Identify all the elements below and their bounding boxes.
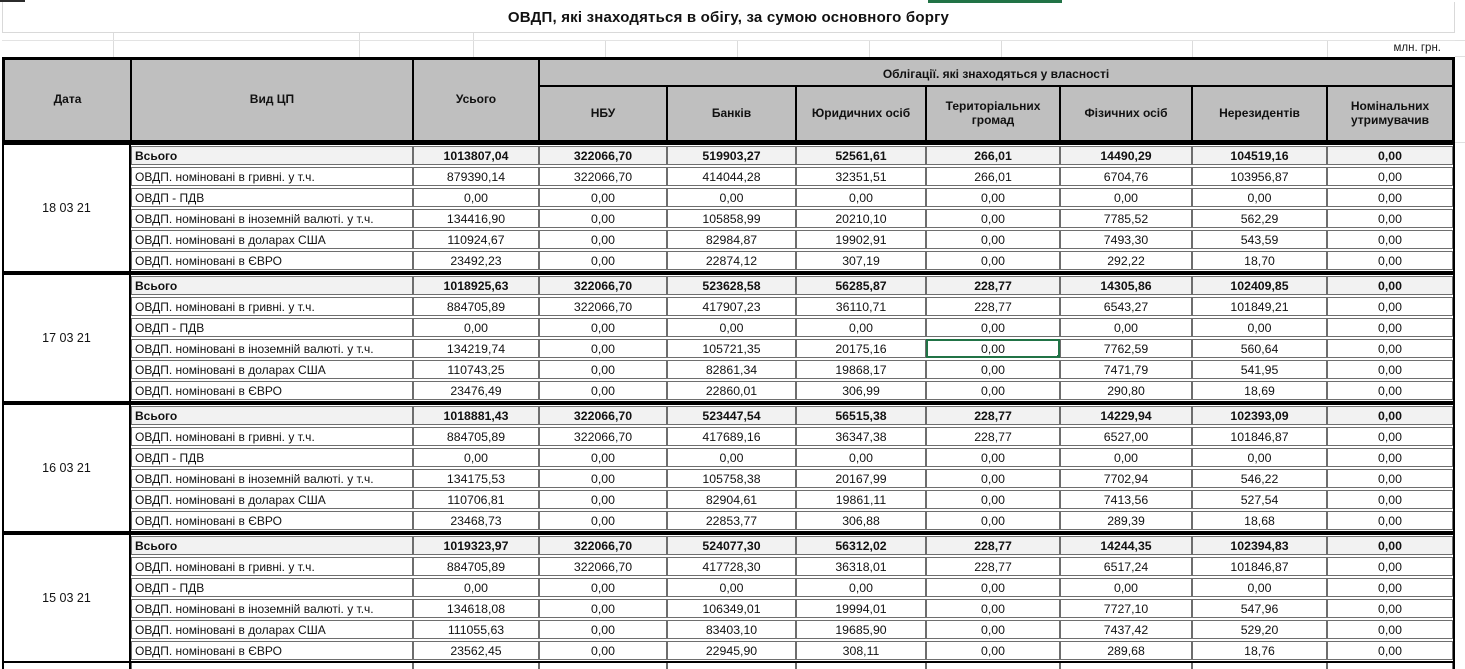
- value-cell[interactable]: 102409,85: [1192, 276, 1327, 295]
- table-header: [2, 57, 1455, 143]
- value-cell[interactable]: 0,00: [926, 251, 1060, 270]
- row-label-cell[interactable]: ОВДП. номіновані в гривні. у т.ч.: [131, 427, 413, 446]
- value-cell[interactable]: 82861,34: [667, 360, 796, 379]
- value-cell[interactable]: 306,99: [796, 381, 926, 400]
- value-cell[interactable]: 36318,01: [796, 557, 926, 576]
- value-cell[interactable]: 0,00: [926, 578, 1060, 597]
- value-cell[interactable]: 0,00: [1060, 578, 1192, 597]
- row-label-cell[interactable]: ОВДП. номіновані в гривні. у т.ч.: [131, 167, 413, 186]
- value-cell[interactable]: 6527,00: [1060, 427, 1192, 446]
- value-cell[interactable]: 228,77: [926, 557, 1060, 576]
- row-label-cell[interactable]: ОВДП - ПДВ: [131, 188, 413, 207]
- table-title-text: ОВДП, які знаходяться в обігу, за сумою основного боргу: [507, 8, 950, 26]
- table-row: [131, 209, 1453, 228]
- table-row: [131, 536, 1453, 555]
- value-cell[interactable]: 0,00: [539, 490, 667, 509]
- value-cell[interactable]: 0,00: [539, 230, 667, 249]
- value-cell[interactable]: 56515,38: [796, 406, 926, 425]
- gridline: [1192, 41, 1193, 57]
- table-row: [131, 339, 1453, 358]
- table-row: [131, 427, 1453, 446]
- gridline: [1455, 56, 1465, 57]
- value-cell[interactable]: 0,00: [1327, 641, 1453, 660]
- value-cell[interactable]: 523628,58: [667, 276, 796, 295]
- value-cell[interactable]: 56285,87: [796, 276, 926, 295]
- table-title[interactable]: [2, 2, 1455, 33]
- fill-handle[interactable]: [1056, 354, 1060, 358]
- gridline: [1455, 142, 1465, 143]
- value-cell[interactable]: 292,22: [1060, 251, 1192, 270]
- value-cell[interactable]: 322066,70: [539, 406, 667, 425]
- value-cell[interactable]: 19868,17: [796, 360, 926, 379]
- row-label-cell[interactable]: ОВДП. номіновані в іноземній валюті. у т.ч.: [131, 469, 413, 488]
- value-cell[interactable]: 102393,09: [1192, 406, 1327, 425]
- value-cell[interactable]: 0,00: [1192, 448, 1327, 467]
- value-cell[interactable]: 0,00: [1327, 381, 1453, 400]
- value-cell[interactable]: 289,39: [1060, 511, 1192, 530]
- value-cell[interactable]: 0,00: [539, 381, 667, 400]
- date-cell[interactable]: 15 03 21: [4, 535, 131, 661]
- row-label-cell[interactable]: ОВДП - ПДВ: [131, 448, 413, 467]
- value-cell[interactable]: 14305,86: [1060, 276, 1192, 295]
- header-security-type[interactable]: Вид ЦП: [131, 59, 413, 141]
- value-cell[interactable]: 102394,83: [1192, 536, 1327, 555]
- value-cell[interactable]: 22860,01: [667, 381, 796, 400]
- value-cell[interactable]: 0,00: [539, 469, 667, 488]
- value-cell[interactable]: 290,80: [1060, 381, 1192, 400]
- value-cell[interactable]: 0,00: [926, 360, 1060, 379]
- row-label-cell[interactable]: Всього: [131, 276, 413, 295]
- value-cell[interactable]: 0,00: [1327, 599, 1453, 618]
- value-cell[interactable]: 0,00: [926, 381, 1060, 400]
- value-cell[interactable]: 0,00: [1327, 406, 1453, 425]
- value-cell[interactable]: 228,77: [926, 276, 1060, 295]
- value-cell[interactable]: 228,77: [926, 427, 1060, 446]
- value-cell[interactable]: 0,00: [1327, 297, 1453, 316]
- value-cell[interactable]: 417728,30: [667, 557, 796, 576]
- value-cell[interactable]: 20175,16: [796, 339, 926, 358]
- date-section: [2, 273, 1455, 403]
- value-cell[interactable]: 560,64: [1192, 339, 1327, 358]
- value-cell[interactable]: 523447,54: [667, 406, 796, 425]
- value-cell[interactable]: 228,77: [926, 406, 1060, 425]
- value-cell[interactable]: 0,00: [539, 641, 667, 660]
- row-label-cell[interactable]: ОВДП. номіновані в доларах США: [131, 490, 413, 509]
- value-cell[interactable]: 0,00: [1327, 511, 1453, 530]
- value-cell[interactable]: 6517,24: [1060, 557, 1192, 576]
- value-cell[interactable]: 0,00: [667, 188, 796, 207]
- value-cell[interactable]: 0,00: [667, 578, 796, 597]
- value-cell[interactable]: 22874,12: [667, 251, 796, 270]
- header-total[interactable]: Усього: [413, 59, 539, 141]
- value-cell[interactable]: 20167,99: [796, 469, 926, 488]
- value-cell[interactable]: 134219,74: [413, 339, 539, 358]
- value-cell[interactable]: 0,00: [1060, 448, 1192, 467]
- header-owner-1[interactable]: НБУ: [539, 86, 667, 141]
- row-label-cell[interactable]: ОВДП. номіновані в гривні. у т.ч.: [131, 297, 413, 316]
- value-cell[interactable]: 0,00: [539, 318, 667, 337]
- value-cell[interactable]: 0,00: [413, 318, 539, 337]
- row-label-cell[interactable]: ОВДП. номіновані в ЄВРО: [131, 251, 413, 270]
- gridline: [473, 41, 474, 57]
- value-cell[interactable]: 6704,76: [1060, 167, 1192, 186]
- value-cell[interactable]: 0,00: [926, 209, 1060, 228]
- row-label-cell[interactable]: ОВДП. номіновані в ЄВРО: [131, 381, 413, 400]
- table-row: [131, 511, 1453, 530]
- value-cell[interactable]: 527,54: [1192, 490, 1327, 509]
- table-row: [131, 318, 1453, 337]
- value-cell[interactable]: 134416,90: [413, 209, 539, 228]
- value-cell[interactable]: 0,00: [926, 318, 1060, 337]
- value-cell[interactable]: 0,00: [1327, 188, 1453, 207]
- gridline: [473, 33, 474, 40]
- value-cell[interactable]: 7785,52: [1060, 209, 1192, 228]
- table-row: [131, 230, 1453, 249]
- header-owner-4[interactable]: Територіальних громад: [926, 86, 1060, 141]
- row-label-cell[interactable]: ОВДП. номіновані в гривні. у т.ч.: [131, 557, 413, 576]
- value-cell[interactable]: 884705,89: [413, 297, 539, 316]
- value-cell[interactable]: 52561,61: [796, 146, 926, 165]
- value-cell[interactable]: 546,22: [1192, 469, 1327, 488]
- value-cell[interactable]: 0,00: [1327, 339, 1453, 358]
- value-cell[interactable]: 0,00: [539, 209, 667, 228]
- value-cell[interactable]: 0,00: [539, 511, 667, 530]
- value-cell[interactable]: 0,00: [926, 448, 1060, 467]
- gridline: [359, 33, 360, 40]
- value-cell[interactable]: 322066,70: [539, 536, 667, 555]
- value-cell[interactable]: 23562,45: [413, 641, 539, 660]
- table-row: [131, 641, 1453, 660]
- value-cell[interactable]: 884705,89: [413, 427, 539, 446]
- value-cell[interactable]: 0,00: [1327, 469, 1453, 488]
- value-cell[interactable]: 111055,63: [413, 620, 539, 639]
- value-cell[interactable]: 0,00: [1327, 490, 1453, 509]
- header-owner-3[interactable]: Юридичних осіб: [796, 86, 926, 141]
- value-cell[interactable]: 266,01: [926, 167, 1060, 186]
- value-cell[interactable]: 0,00: [1327, 209, 1453, 228]
- value-cell[interactable]: 14244,35: [1060, 536, 1192, 555]
- row-label-cell[interactable]: ОВДП. номіновані в іноземній валюті. у т.ч.: [131, 599, 413, 618]
- table-row: [131, 490, 1453, 509]
- value-cell[interactable]: 19994,01: [796, 599, 926, 618]
- value-cell[interactable]: 22853,77: [667, 511, 796, 530]
- value-cell[interactable]: 0,00: [1327, 230, 1453, 249]
- date-cell[interactable]: 18 03 21: [4, 145, 131, 271]
- value-cell[interactable]: 0,00: [926, 230, 1060, 249]
- value-cell[interactable]: 0,00: [796, 578, 926, 597]
- value-cell[interactable]: 23476,49: [413, 381, 539, 400]
- table-row: [131, 188, 1453, 207]
- row-label-cell[interactable]: ОВДП. номіновані в ЄВРО: [131, 511, 413, 530]
- row-label-cell[interactable]: ОВДП. номіновані в доларах США: [131, 620, 413, 639]
- header-owner-7[interactable]: Номінальних утримувачив: [1327, 86, 1453, 141]
- gridline: [869, 41, 870, 57]
- value-cell[interactable]: 0,00: [1327, 578, 1453, 597]
- value-cell[interactable]: 14490,29: [1060, 146, 1192, 165]
- table-row: [131, 360, 1453, 379]
- value-cell[interactable]: 104519,16: [1192, 146, 1327, 165]
- value-cell[interactable]: 0,00: [667, 318, 796, 337]
- section-rows: [131, 535, 1453, 661]
- value-cell[interactable]: 0,00: [539, 578, 667, 597]
- value-cell[interactable]: 0,00: [796, 188, 926, 207]
- value-cell[interactable]: 23492,23: [413, 251, 539, 270]
- row-label-cell[interactable]: ОВДП. номіновані в іноземній валюті. у т.ч.: [131, 209, 413, 228]
- value-cell[interactable]: 0,00: [539, 188, 667, 207]
- value-cell[interactable]: 0,00: [1327, 536, 1453, 555]
- value-cell[interactable]: 0,00: [1327, 557, 1453, 576]
- row-label-cell[interactable]: Всього: [131, 406, 413, 425]
- value-cell[interactable]: 0,00: [1327, 167, 1453, 186]
- value-cell[interactable]: 1018925,63: [413, 276, 539, 295]
- value-cell[interactable]: 0,00: [413, 188, 539, 207]
- value-cell[interactable]: 0,00: [926, 188, 1060, 207]
- header-ownership-group[interactable]: Облігації. які знаходяться у власності: [539, 59, 1453, 86]
- value-cell[interactable]: 6543,27: [1060, 297, 1192, 316]
- row-label-cell[interactable]: ОВДП. номіновані в іноземній валюті. у т.ч.: [131, 339, 413, 358]
- value-cell[interactable]: 417907,23: [667, 297, 796, 316]
- value-cell[interactable]: 562,29: [1192, 209, 1327, 228]
- table-row: [131, 599, 1453, 618]
- header-owner-5[interactable]: Фізичних осіб: [1060, 86, 1192, 141]
- value-cell[interactable]: 7702,94: [1060, 469, 1192, 488]
- value-cell[interactable]: 7413,56: [1060, 490, 1192, 509]
- partial-next-row: [2, 663, 1455, 669]
- value-cell[interactable]: 879390,14: [413, 167, 539, 186]
- value-cell[interactable]: 0,00: [1327, 360, 1453, 379]
- value-cell[interactable]: 110743,25: [413, 360, 539, 379]
- value-cell[interactable]: 7762,59: [1060, 339, 1192, 358]
- table-row: [131, 276, 1453, 295]
- row-label-cell[interactable]: Всього: [131, 146, 413, 165]
- value-cell[interactable]: 417689,16: [667, 427, 796, 446]
- value-cell[interactable]: 14229,94: [1060, 406, 1192, 425]
- spacer-row: [2, 33, 1455, 41]
- value-cell[interactable]: 0,00: [1327, 448, 1453, 467]
- partial-cells: [131, 663, 1453, 669]
- row-label-cell[interactable]: Всього: [131, 536, 413, 555]
- value-cell[interactable]: 18,69: [1192, 381, 1327, 400]
- value-cell[interactable]: 322066,70: [539, 557, 667, 576]
- value-cell[interactable]: 101849,21: [1192, 297, 1327, 316]
- header-date[interactable]: Дата: [4, 59, 131, 141]
- gridline: [113, 33, 114, 40]
- table-row: [131, 620, 1453, 639]
- value-cell[interactable]: 105758,38: [667, 469, 796, 488]
- value-cell[interactable]: 101846,87: [1192, 427, 1327, 446]
- value-cell[interactable]: 18,76: [1192, 641, 1327, 660]
- value-cell[interactable]: 0,00: [1060, 188, 1192, 207]
- table-row: [131, 578, 1453, 597]
- selected-cell[interactable]: 0,00: [926, 339, 1060, 358]
- value-cell[interactable]: 110706,81: [413, 490, 539, 509]
- gridline: [605, 41, 606, 57]
- gridline: [1455, 40, 1465, 41]
- date-section: [2, 143, 1455, 273]
- value-cell[interactable]: 322066,70: [539, 276, 667, 295]
- value-cell[interactable]: 105721,35: [667, 339, 796, 358]
- value-cell[interactable]: 322066,70: [539, 167, 667, 186]
- value-cell[interactable]: 1019323,97: [413, 536, 539, 555]
- value-cell[interactable]: 266,01: [926, 146, 1060, 165]
- date-cell[interactable]: 17 03 21: [4, 275, 131, 401]
- value-cell[interactable]: 0,00: [539, 360, 667, 379]
- value-cell[interactable]: 308,11: [796, 641, 926, 660]
- value-cell[interactable]: 289,68: [1060, 641, 1192, 660]
- value-cell[interactable]: 7437,42: [1060, 620, 1192, 639]
- table-row: [131, 167, 1453, 186]
- value-cell[interactable]: 322066,70: [539, 146, 667, 165]
- value-cell[interactable]: 20210,10: [796, 209, 926, 228]
- value-cell[interactable]: 524077,30: [667, 536, 796, 555]
- value-cell[interactable]: 322066,70: [539, 427, 667, 446]
- header-owner-2[interactable]: Банків: [667, 86, 796, 141]
- value-cell[interactable]: 414044,28: [667, 167, 796, 186]
- table-row: [131, 406, 1453, 425]
- value-cell[interactable]: 0,00: [1327, 251, 1453, 270]
- value-cell[interactable]: 0,00: [926, 599, 1060, 618]
- value-cell[interactable]: 101846,87: [1192, 557, 1327, 576]
- value-cell[interactable]: 519903,27: [667, 146, 796, 165]
- value-cell[interactable]: 0,00: [1060, 318, 1192, 337]
- date-cell[interactable]: 16 03 21: [4, 405, 131, 531]
- value-cell[interactable]: 103956,87: [1192, 167, 1327, 186]
- value-cell[interactable]: 884705,89: [413, 557, 539, 576]
- value-cell[interactable]: 0,00: [1192, 318, 1327, 337]
- value-cell[interactable]: 0,00: [1192, 188, 1327, 207]
- value-cell[interactable]: 0,00: [667, 448, 796, 467]
- value-cell[interactable]: 228,77: [926, 536, 1060, 555]
- partial-date-cell: [4, 663, 131, 669]
- table-row: [131, 251, 1453, 270]
- value-cell[interactable]: 306,88: [796, 511, 926, 530]
- value-cell[interactable]: 322066,70: [539, 297, 667, 316]
- value-cell[interactable]: 82984,87: [667, 230, 796, 249]
- section-rows: [131, 405, 1453, 531]
- value-cell[interactable]: 18,68: [1192, 511, 1327, 530]
- table-row: [131, 297, 1453, 316]
- gridline: [113, 41, 114, 57]
- table-row: [131, 557, 1453, 576]
- value-cell[interactable]: 0,00: [926, 469, 1060, 488]
- value-cell[interactable]: 36347,38: [796, 427, 926, 446]
- value-cell[interactable]: 0,00: [1327, 427, 1453, 446]
- header-owner-6[interactable]: Нерезидентів: [1192, 86, 1327, 141]
- value-cell[interactable]: 547,96: [1192, 599, 1327, 618]
- value-cell[interactable]: 19685,90: [796, 620, 926, 639]
- value-cell[interactable]: 0,00: [796, 448, 926, 467]
- table-row: [131, 469, 1453, 488]
- gridline: [1327, 41, 1328, 57]
- value-cell[interactable]: 228,77: [926, 297, 1060, 316]
- value-cell[interactable]: 7727,10: [1060, 599, 1192, 618]
- section-rows: [131, 275, 1453, 401]
- value-cell[interactable]: 0,00: [539, 599, 667, 618]
- value-cell[interactable]: 0,00: [1327, 318, 1453, 337]
- value-cell[interactable]: 18,70: [1192, 251, 1327, 270]
- value-cell[interactable]: 0,00: [539, 448, 667, 467]
- value-cell[interactable]: 56312,02: [796, 536, 926, 555]
- row-label-cell[interactable]: ОВДП - ПДВ: [131, 578, 413, 597]
- value-cell[interactable]: 0,00: [1327, 620, 1453, 639]
- value-cell[interactable]: 0,00: [539, 620, 667, 639]
- table-row: [131, 146, 1453, 165]
- value-cell[interactable]: 0,00: [926, 490, 1060, 509]
- value-cell[interactable]: 0,00: [926, 511, 1060, 530]
- unit-label: млн. грн.: [1393, 42, 1441, 54]
- row-label-cell[interactable]: ОВДП - ПДВ: [131, 318, 413, 337]
- value-cell[interactable]: 0,00: [926, 641, 1060, 660]
- value-cell[interactable]: 106349,01: [667, 599, 796, 618]
- value-cell[interactable]: 22945,90: [667, 641, 796, 660]
- gridline: [359, 41, 360, 57]
- gridline: [1001, 41, 1002, 57]
- value-cell[interactable]: 1018881,43: [413, 406, 539, 425]
- value-cell[interactable]: 0,00: [539, 251, 667, 270]
- value-cell[interactable]: 7471,79: [1060, 360, 1192, 379]
- value-cell[interactable]: 32351,51: [796, 167, 926, 186]
- value-cell[interactable]: 7493,30: [1060, 230, 1192, 249]
- value-cell[interactable]: 105858,99: [667, 209, 796, 228]
- date-section: [2, 403, 1455, 533]
- unit-row: [2, 41, 1455, 57]
- table-row: [131, 448, 1453, 467]
- value-cell[interactable]: 0,00: [413, 578, 539, 597]
- value-cell[interactable]: 0,00: [413, 448, 539, 467]
- value-cell[interactable]: 0,00: [796, 318, 926, 337]
- gridline: [737, 41, 738, 57]
- value-cell[interactable]: 307,19: [796, 251, 926, 270]
- row-label-cell[interactable]: ОВДП. номіновані в доларах США: [131, 360, 413, 379]
- date-section: [2, 533, 1455, 663]
- value-cell[interactable]: 0,00: [539, 339, 667, 358]
- row-label-cell[interactable]: ОВДП. номіновані в ЄВРО: [131, 641, 413, 660]
- value-cell[interactable]: 23468,73: [413, 511, 539, 530]
- value-cell[interactable]: 19902,91: [796, 230, 926, 249]
- value-cell[interactable]: 110924,67: [413, 230, 539, 249]
- value-cell[interactable]: 0,00: [1327, 146, 1453, 165]
- value-cell[interactable]: 0,00: [1327, 276, 1453, 295]
- value-cell[interactable]: 0,00: [1192, 578, 1327, 597]
- value-cell[interactable]: 134618,08: [413, 599, 539, 618]
- value-cell[interactable]: 134175,53: [413, 469, 539, 488]
- value-cell[interactable]: 1013807,04: [413, 146, 539, 165]
- value-cell[interactable]: 529,20: [1192, 620, 1327, 639]
- table-row: [131, 381, 1453, 400]
- value-cell[interactable]: 19861,11: [796, 490, 926, 509]
- value-cell[interactable]: 543,59: [1192, 230, 1327, 249]
- section-rows: [131, 145, 1453, 271]
- value-cell[interactable]: 0,00: [926, 620, 1060, 639]
- row-label-cell[interactable]: ОВДП. номіновані в доларах США: [131, 230, 413, 249]
- value-cell[interactable]: 82904,61: [667, 490, 796, 509]
- value-cell[interactable]: 36110,71: [796, 297, 926, 316]
- value-cell[interactable]: 83403,10: [667, 620, 796, 639]
- value-cell[interactable]: 541,95: [1192, 360, 1327, 379]
